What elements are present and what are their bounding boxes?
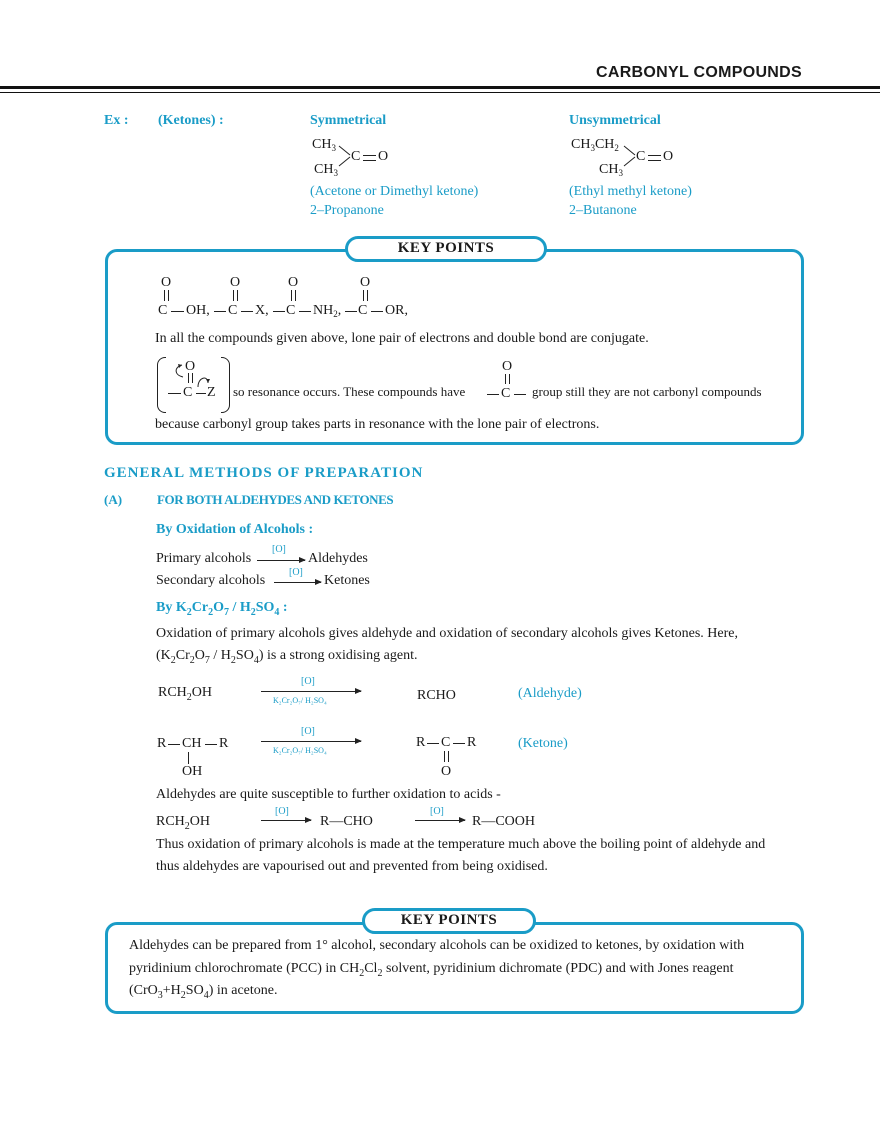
- rxn5-reactant: $RCH_2OH$: [156, 814, 211, 832]
- carbon: C: [358, 303, 368, 318]
- rxn3-product: RCHO: [417, 688, 456, 703]
- bond: [299, 311, 311, 312]
- formula-o: O: [288, 275, 299, 290]
- rxn4-po: O: [441, 764, 452, 779]
- bond: [205, 744, 217, 745]
- reaction-arrow: [257, 560, 305, 561]
- ester-group: OR,: [385, 303, 408, 318]
- reaction1-reagent: [O]: [272, 544, 286, 555]
- resonance-z: Z: [207, 385, 216, 400]
- rxn5-intermediate: R—CHO: [320, 814, 373, 829]
- sym-top-group: $CH_3$: [312, 137, 336, 153]
- unsymmetrical-heading: Unsymmetrical: [569, 113, 661, 128]
- reaction-arrow: [261, 820, 311, 821]
- kp1-line3: because carbonyl group takes parts in resonance with the lone pair of electrons.: [155, 417, 600, 432]
- double-bond: [291, 290, 296, 301]
- carbon: C: [228, 303, 238, 318]
- bond: [371, 311, 383, 312]
- key-points-title-1: KEY POINTS: [345, 236, 547, 262]
- key-points-title-2: KEY POINTS: [362, 908, 536, 934]
- formula-o: O: [161, 275, 172, 290]
- bond: [487, 394, 499, 395]
- amide-group: $NH_2$,: [313, 303, 342, 319]
- rxn4-oh: OH: [182, 764, 203, 779]
- unsym-carbon: C: [636, 149, 646, 164]
- acid-group: OH,: [186, 303, 210, 318]
- sym-iupac: 2–Propanone: [310, 203, 384, 218]
- bond: [453, 743, 465, 744]
- formula-o: O: [360, 275, 371, 290]
- rxn4-pr2: R: [467, 735, 477, 750]
- kp2-line2: pyridinium chlorochromate (PCC) in $CH_2Cl_2$ solvent, pyridinium dichromate (PDC) and with Jones reagent: [129, 961, 734, 979]
- resonance-oxygen: O: [185, 359, 196, 374]
- sym-bottom-group: $CH_3$: [314, 162, 338, 178]
- bond: [241, 311, 253, 312]
- header-rule-thick: [0, 86, 880, 89]
- rxn5-reagent2: [O]: [430, 806, 444, 817]
- double-bond: [233, 290, 238, 301]
- rxn4-reagent-above: [O]: [301, 726, 315, 737]
- unsym-iupac: 2–Butanone: [569, 203, 637, 218]
- header-rule-thin: [0, 92, 880, 93]
- further-text: Aldehydes are quite susceptible to further oxidation to acids -: [156, 787, 501, 802]
- sym-oxygen: O: [378, 149, 389, 164]
- rxn4-pc: C: [441, 735, 451, 750]
- rxn4-reagent-below: K₂Cr₂O₇/ H₂SO₄: [273, 746, 327, 755]
- rxn5-product: R—COOH: [472, 814, 536, 829]
- symmetrical-heading: Symmetrical: [310, 113, 387, 128]
- ketones-label: (Ketones) :: [158, 113, 224, 128]
- bond: [168, 744, 180, 745]
- section-title: GENERAL METHODS OF PREPARATION: [104, 465, 424, 481]
- kp2-line1: Aldehydes can be prepared from 1° alcohol, secondary alcohols can be oxidized to ketones, by oxidation with: [129, 938, 745, 953]
- bond: [273, 311, 285, 312]
- sym-double-bond: [363, 155, 376, 161]
- k2cr2o7-heading: By $K_2Cr_2O_7 / H_2SO_4$ :: [156, 600, 288, 618]
- oxidation-heading: By Oxidation of Alcohols :: [156, 522, 314, 537]
- sym-bonds: [338, 145, 352, 167]
- sym-carbon: C: [351, 149, 361, 164]
- reaction-arrow: [274, 582, 321, 583]
- formula-o: O: [230, 275, 241, 290]
- unsym-name: (Ethyl methyl ketone): [569, 184, 692, 199]
- kp1-line2a: so resonance occurs. These compounds have: [233, 384, 466, 399]
- page-title: CARBONYL COMPOUNDS: [595, 64, 802, 81]
- bond: [514, 394, 526, 395]
- reaction-arrow: [261, 691, 361, 692]
- group-carbon: C: [501, 386, 511, 401]
- kp1-line2b: group still they are not carbonyl compounds: [532, 384, 762, 399]
- group-oxygen: O: [502, 359, 513, 374]
- reaction-arrow: [261, 741, 361, 742]
- rxn4-label: (Ketone): [518, 736, 568, 751]
- sym-name: (Acetone or Dimethyl ketone): [310, 184, 479, 199]
- reaction2-product: Ketones: [324, 573, 370, 588]
- right-paren: [221, 357, 230, 413]
- double-bond: [188, 373, 193, 383]
- k2cr2o7-text2: $(K_2Cr_2O_7 / H_2SO_4)$ is a strong oxidising agent.: [156, 648, 418, 666]
- double-bond: [164, 290, 169, 301]
- double-bond: [505, 374, 510, 384]
- rxn5-reagent1: [O]: [275, 806, 289, 817]
- reaction1-product: Aldehydes: [308, 551, 368, 566]
- thus-text2: thus aldehydes are vapourised out and prevented from being oxidised.: [156, 859, 548, 874]
- rxn4-ch: CH: [182, 736, 202, 751]
- bond: [345, 311, 357, 312]
- bond: [214, 311, 226, 312]
- carbon: C: [158, 303, 168, 318]
- left-paren: [157, 357, 166, 413]
- acid-halide-group: X,: [255, 303, 269, 318]
- unsym-bonds: [623, 145, 637, 167]
- double-bond: [363, 290, 368, 301]
- bond: [168, 393, 181, 394]
- unsym-oxygen: O: [663, 149, 674, 164]
- carbon: C: [286, 303, 296, 318]
- bond: [196, 393, 206, 394]
- thus-text1: Thus oxidation of primary alcohols is made at the temperature much above the boiling point of aldehyde and: [156, 837, 766, 852]
- section-a-label: (A): [104, 492, 123, 507]
- reaction1-reactant: Primary alcohols: [156, 551, 252, 566]
- rxn3-label: (Aldehyde): [518, 686, 582, 701]
- rxn4-pr1: R: [416, 735, 426, 750]
- bond: [171, 311, 184, 312]
- double-bond: [444, 751, 449, 762]
- unsym-top-group: $CH_3CH_2$: [571, 137, 619, 153]
- rxn3-reactant: $RCH_2OH$: [158, 685, 213, 703]
- rxn4-r2: R: [219, 736, 229, 751]
- unsym-bottom-group: $CH_3$: [599, 162, 623, 178]
- rxn3-reagent-above: [O]: [301, 676, 315, 687]
- resonance-carbon: C: [183, 385, 193, 400]
- rxn4-r1: R: [157, 736, 167, 751]
- section-a-title: FOR BOTH ALDEHYDES AND KETONES: [157, 492, 394, 507]
- bond: [188, 752, 189, 764]
- rxn3-reagent-below: K₂Cr₂O₇/ H₂SO₄: [273, 696, 327, 705]
- reaction2-reagent: [O]: [289, 567, 303, 578]
- kp2-line3: $(CrO_3+H_2SO_4)$ in acetone.: [129, 983, 278, 1001]
- example-label: Ex :: [104, 113, 129, 128]
- unsym-double-bond: [648, 155, 661, 161]
- reaction2-reactant: Secondary alcohols: [156, 573, 266, 588]
- k2cr2o7-text1: Oxidation of primary alcohols gives aldehyde and oxidation of secondary alcohols gives Ketones. Here,: [156, 626, 739, 641]
- key-points-box-1: [105, 249, 804, 445]
- reaction-arrow: [415, 820, 465, 821]
- kp1-line1: In all the compounds given above, lone pair of electrons and double bond are conjugate.: [155, 331, 649, 346]
- bond: [427, 743, 439, 744]
